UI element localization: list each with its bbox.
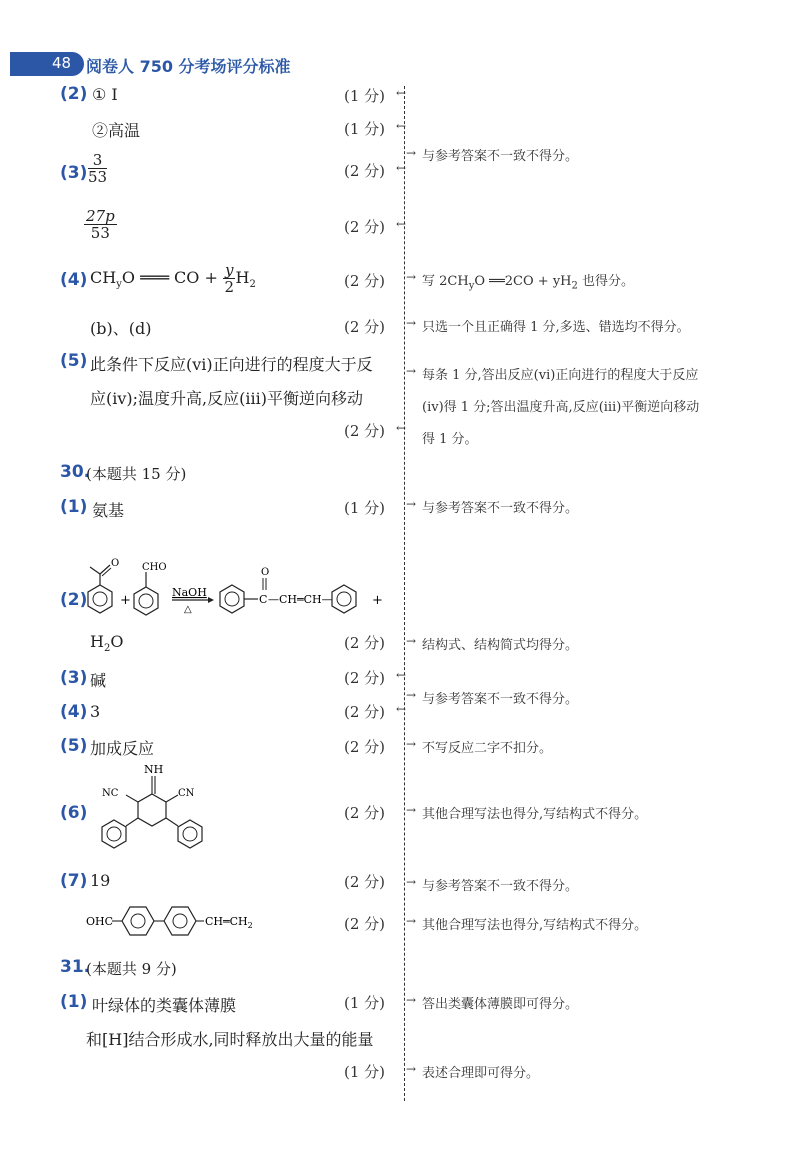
score-6: (2 分) [344, 318, 386, 336]
question-30-3-label: (3) [60, 668, 88, 688]
formyl-group: OHC [86, 915, 114, 928]
answer-30-7: 19 [90, 871, 111, 890]
score-divider-line [404, 86, 405, 1101]
arrow-icon: ← [396, 421, 407, 435]
score-3: (2 分) [344, 162, 386, 180]
arrow-icon: → [406, 364, 417, 378]
naoh-reagent: NaOH [172, 586, 207, 599]
answer-30-7-structure [86, 900, 286, 940]
note-4-line-1: 每条 1 分,答出反应(ⅵ)正向进行的程度大于反应 [422, 368, 699, 383]
score-9: (2 分) [344, 634, 386, 652]
arrow-icon: → [406, 270, 417, 284]
vinyl-group: $CH═CH_2$ [205, 915, 253, 930]
answer-4-equation: $CH_yO$ ═══ CO + $\frac{y}{2}$ $H_2$ [90, 261, 256, 296]
answer-3-fraction-2: $\frac{27p}{53}$ [86, 207, 115, 242]
note-8: 不写反应二字不扣分。 [422, 741, 553, 756]
arrow-icon: ← [396, 668, 407, 682]
arrow-icon: → [406, 875, 417, 889]
plus-sign-1: + [120, 593, 131, 608]
section-31-number: 31. [60, 957, 91, 977]
score-2: (1 分) [344, 120, 386, 138]
question-label-3: (3) [60, 163, 88, 183]
score-13: (2 分) [344, 804, 386, 822]
section-30-points: (本题共 15 分) [86, 465, 187, 483]
reaction-scheme [82, 550, 392, 625]
section-30-number: 30. [60, 462, 91, 482]
answer-30-6-structure [82, 760, 222, 860]
page-number-tab [10, 52, 84, 76]
question-30-4-label: (4) [60, 702, 88, 722]
answer-30-5: 加成反应 [90, 739, 155, 758]
plus-sign-2: + [372, 593, 383, 608]
question-30-7-label: (7) [60, 871, 88, 891]
arrow-icon: → [406, 1062, 417, 1076]
question-30-5-label: (5) [60, 736, 88, 756]
note-3: 只选一个且正确得 1 分,多选、错选均不得分。 [422, 320, 690, 335]
alkene-chain: —CH═CH— [268, 593, 333, 606]
answer-31-1-line-1: 叶绿体的类囊体薄膜 [92, 996, 237, 1015]
score-8: (1 分) [344, 499, 386, 517]
score-7: (2 分) [344, 422, 386, 440]
answer-30-1: 氨基 [92, 501, 125, 520]
question-label-5: (5) [60, 351, 88, 371]
note-2: 写 $2CH_yO$ ══2CO + $yH_2$ 也得分。 [422, 274, 635, 292]
cyano-group-left: NC [102, 788, 119, 799]
arrow-icon: → [406, 688, 417, 702]
note-4-line-3: 得 1 分。 [422, 432, 478, 447]
chalcone-structure [220, 567, 356, 613]
answer-30-3: 碱 [90, 671, 107, 690]
cyano-group-right: CN [178, 788, 195, 799]
question-30-1-label: (1) [60, 497, 88, 517]
acetophenone-structure [88, 558, 119, 613]
note-6: 结构式、结构简式均得分。 [422, 638, 579, 653]
arrow-icon: ← [396, 86, 407, 100]
benzaldehyde-structure [134, 562, 167, 615]
carbonyl-carbon: C [259, 593, 268, 606]
arrow-icon: ← [396, 217, 407, 231]
page-number: 48 [52, 54, 72, 72]
note-4-line-2: (ⅳ)得 1 分;答出温度升高,反应(ⅲ)平衡逆向移动 [422, 400, 700, 415]
question-30-6-label: (6) [60, 803, 88, 823]
score-12: (2 分) [344, 738, 386, 756]
score-5: (2 分) [344, 272, 386, 290]
score-17: (1 分) [344, 1063, 386, 1081]
arrow-icon: ← [396, 702, 407, 716]
answer-30-2-water: $H_2O$ [90, 632, 124, 655]
note-1: 与参考答案不一致不得分。 [422, 149, 579, 164]
score-11: (2 分) [344, 703, 386, 721]
score-1: (1 分) [344, 87, 386, 105]
answer-2-1: ① I [92, 85, 118, 104]
ketone-oxygen: O [111, 558, 120, 569]
arrow-icon: → [406, 737, 417, 751]
answer-2-2: ②高温 [92, 121, 141, 140]
score-4: (2 分) [344, 218, 386, 236]
arrow-icon: → [406, 146, 417, 160]
arrow-icon: ← [396, 119, 407, 133]
carbonyl-oxygen: O [261, 567, 270, 578]
question-label-4: (4) [60, 270, 88, 290]
note-10: 与参考答案不一致不得分。 [422, 879, 579, 894]
page-title: 阅卷人 750 分考场评分标准 [86, 57, 291, 76]
note-9: 其他合理写法也得分,写结构式不得分。 [422, 807, 648, 822]
imine-group: NH [144, 763, 164, 776]
note-13: 表述合理即可得分。 [422, 1066, 540, 1081]
arrow-icon: → [406, 316, 417, 330]
question-label-2: (2) [60, 84, 88, 104]
answer-31-1-line-2: 和[H]结合形成水,同时释放出大量的能量 [86, 1030, 374, 1049]
answer-5-line-2: 应(ⅳ);温度升高,反应(ⅲ)平衡逆向移动 [90, 389, 363, 408]
arrow-icon: → [406, 914, 417, 928]
answer-30-4: 3 [90, 702, 101, 721]
question-30-2-label: (2) [60, 590, 88, 610]
arrow-icon: ← [396, 161, 407, 175]
score-10: (2 分) [344, 669, 386, 687]
score-14: (2 分) [344, 873, 386, 891]
answer-4-choices: (b)、(d) [90, 319, 152, 338]
note-12: 答出类囊体薄膜即可得分。 [422, 997, 579, 1012]
note-11: 其他合理写法也得分,写结构式不得分。 [422, 918, 648, 933]
question-31-1-label: (1) [60, 992, 88, 1012]
aldehyde-group: CHO [142, 562, 167, 573]
score-16: (1 分) [344, 994, 386, 1012]
arrow-icon: → [406, 497, 417, 511]
arrow-icon: → [406, 993, 417, 1007]
note-5: 与参考答案不一致不得分。 [422, 501, 579, 516]
section-31-points: (本题共 9 分) [86, 960, 177, 978]
answer-5-line-1: 此条件下反应(ⅵ)正向进行的程度大于反 [90, 355, 373, 374]
score-15: (2 分) [344, 915, 386, 933]
answer-3-fraction-1: $\frac{3}{53}$ [88, 151, 108, 186]
arrow-icon: → [406, 803, 417, 817]
arrow-icon: → [406, 634, 417, 648]
heat-symbol: △ [184, 604, 192, 615]
note-7: 与参考答案不一致不得分。 [422, 692, 579, 707]
